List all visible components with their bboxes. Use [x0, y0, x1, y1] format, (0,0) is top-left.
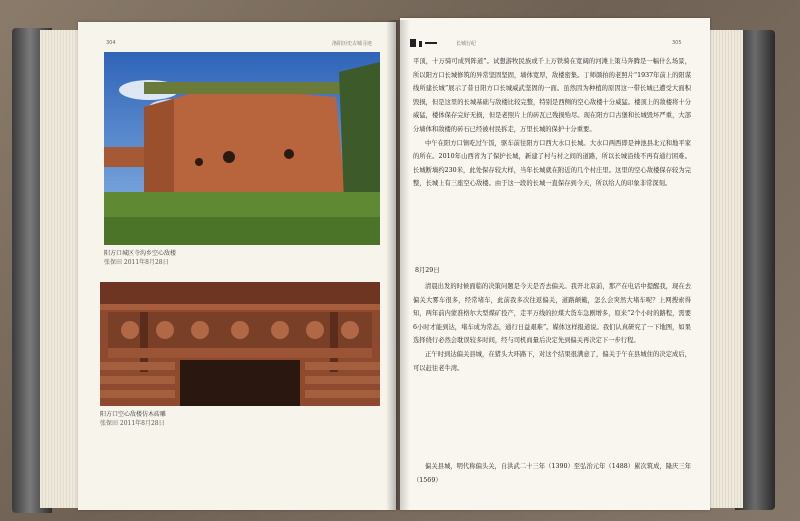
paragraph-5: 偏关县城，明代称偏头关，自洪武二十三年（1390）至弘治元年（1488）累次筑成，隆庆三年（1569）: [413, 463, 691, 484]
paragraph-1: 平顶，十万骑可成列阵道”。试想游牧民族或千上万铁骑在宽阔的河滩上策马奔腾是一幅什么场景，所以阳方口长城修筑的异常坚固坚固，墙体宽厚，敌楼密集。丁师颜拍的老照片“1937年前上的阳谋线所建长城”展示了昔日阳方口长城威武坚固的一面。虽然因为种植的原因这一带长城已遭受大面积毁损，但是这里的长城基础与敌楼比较完整，特别是西侧的空心敌楼十分威猛。楼顶上的敌楼将十分威猛，楼体保存完好无损，但是老照片上的砖瓦已残损殆尽。现在阳方口古堡和长城毁坏严重，大部分墙体和敌楼的砖石已经被村民拆走，万里长城的保护十分重要。: [413, 58, 691, 133]
left-running-header: 洛阳历史古城寻迹: [332, 41, 373, 47]
paragraph-4: 正午时到达偏关县城，在猪头大环路下，对这个结果很满意了，偏关于午在县城住的决定成后，可以赶往老牛湾。: [413, 350, 691, 372]
page-edges-right: [705, 30, 743, 508]
right-page-number: 305: [672, 40, 682, 46]
article-body-top: [413, 55, 691, 260]
paragraph-2: 中午在阳方口镇吃过午饭，驱车前往阳方口西大水口长城。大水口两西即是神池县北元和地平家的所在。2010年山西省为了保护长城，新建了村与村之间的道路，所以长城沿线不再有通行困难。长城断墙约230米，此处保存较大样，当年长城就在附近的几个村庄里。这里的空心敌楼保存较为完整，长城上有三座空心敌楼。由于这一段的长城一直保存到今天，所以给人的印象非常深刻。: [413, 139, 691, 188]
right-running-header: 长城行纪: [456, 41, 477, 47]
fort-photo: [104, 52, 380, 245]
chapter-ornament-icon: [410, 38, 438, 48]
article-body-bottom: [413, 280, 691, 455]
left-page-number: 304: [106, 40, 116, 46]
diary-date: 8月29日: [415, 267, 440, 274]
relief-photo-credit: 张保田 2011年8月28日: [100, 420, 165, 427]
book-gutter-shadow: [386, 20, 410, 510]
fort-photo-caption: 阳方口城区寺沟乡空心敌楼: [104, 250, 177, 257]
article-body-last-line: [413, 460, 691, 484]
page-edges-left: [40, 30, 80, 508]
paragraph-3: 清晨出发的时候面临的决策问题是今天是否去偏关。我开北京前，那产在电话中提醒我，现在去偏关大雾车很多，经常堵车，此前我多次往返偏关，道路颠簸，怎么会突然大堵车呢？上网搜索得知，两年前内蒙准格尔大型煤矿投产，走平万线的拉煤大货车急剧增多，原来“2个小时的路程，需要6小时才能到达，堵车成为常态，通行日益艰难”。媒体这样报道说。我们认真研究了一下地图，如果选择绕行必然会耽误较多时间，经与司机商量后决定先到偏关再决定下一步行程。: [413, 283, 691, 345]
relief-photo-caption: 阳方口空心敌楼仿木砖雕: [100, 411, 167, 418]
brick-relief-photo: [100, 282, 380, 406]
fort-photo-credit: 张保田 2011年8月28日: [104, 259, 169, 266]
